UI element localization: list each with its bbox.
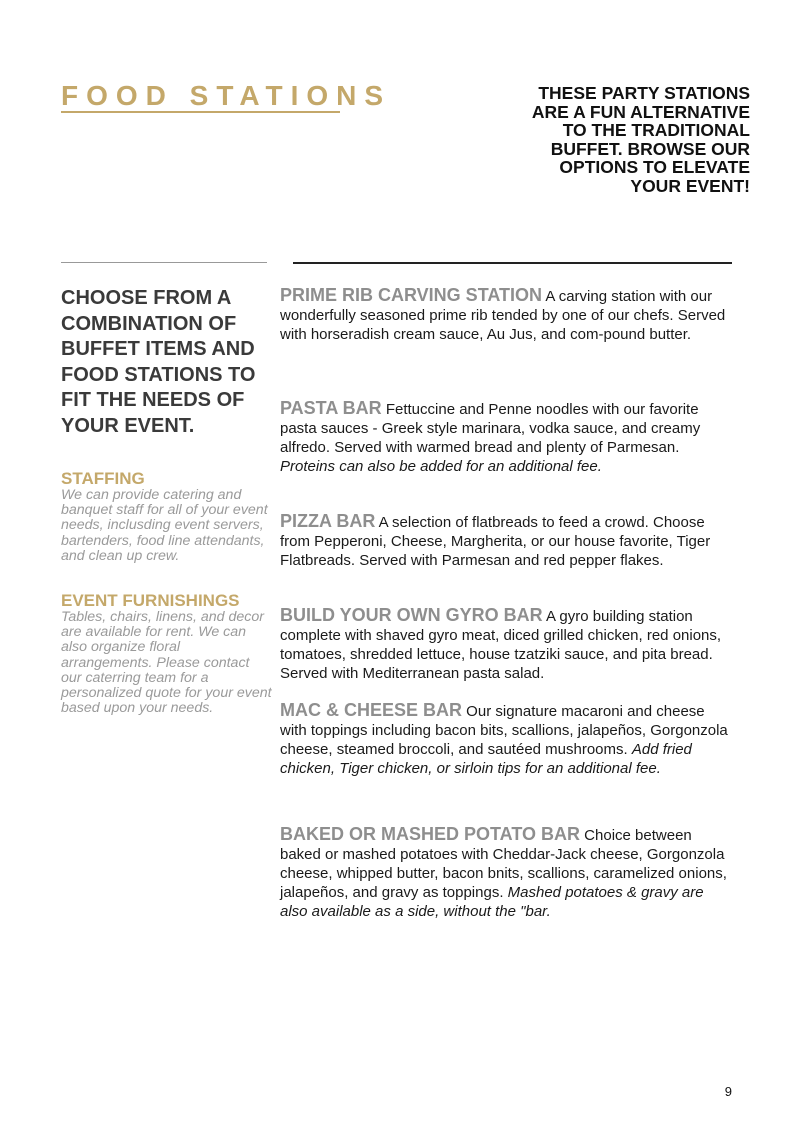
station-prime-rib [280,286,732,344]
right-divider [293,262,732,264]
station-name: MAC & CHEESE BAR [280,700,463,720]
station-name: BAKED OR MASHED POTATO BAR [280,824,581,844]
staffing-heading: STAFFING [61,469,145,488]
station-description: A gyro building station complete with shaved gyro meat, diced grilled chicken, red onions, tomatoes, shredded lettuce, house tzatziki sauce, and pita bread. Served with Mediterranean pasta salad. [280,608,722,682]
station-pizza-bar [280,512,732,570]
station-description: A selection of flatbreads to feed a crowd. Choose from Pepperoni, Cheese, Margherita, or our house favorite, Tiger Flatbreads. Served with Parmesan and red pepper flakes. [280,514,711,569]
left-divider [61,262,267,263]
station-gyro-bar [280,606,732,683]
station-note: Add fried chicken, Tiger chicken, or sirloin tips for an additional fee. [280,741,692,777]
station-name: PASTA BAR [280,398,382,418]
station-name: PRIME RIB CARVING STATION [280,285,543,305]
station-potato-bar [280,825,732,921]
page-number: 9 [724,1084,732,1099]
furnishings-heading: EVENT FURNISHINGS [61,591,240,610]
tagline: THESE PARTY STATIONS ARE A FUN ALTERNATIVE TO THE TRADITIONAL BUFFET. BROWSE OUR OPTIONS TO ELEVATE YOUR EVENT! [531,83,750,196]
station-mac-cheese-bar [280,701,732,778]
station-pasta-bar [280,399,732,476]
station-note: Proteins can also be added for an additional fee. [280,458,602,475]
staffing-section [61,470,273,564]
station-name: PIZZA BAR [280,511,376,531]
furnishings-section [61,592,273,716]
station-note: Mashed potatoes & gravy are also available as a side, without the "bar. [280,884,704,920]
title-underline [61,111,340,113]
sidebar-lead: CHOOSE FROM A COMBINATION OF BUFFET ITEMS AND FOOD STATIONS TO FIT THE NEEDS OF YOUR EVENT. [61,287,256,437]
sidebar [61,286,273,717]
station-description: Our signature macaroni and cheese with toppings including bacon bits, scallions, jalapeños, Gorgonzola cheese, steamed broccoli, and sautéed mushrooms. [280,703,728,758]
station-description: Choice between baked or mashed potatoes with Cheddar-Jack cheese, Gorgonzola cheese, whipped butter, bacon bnits, scallions, caramelized onions, jalapeños, and gravy as toppings. [280,827,727,901]
page-title: FOOD STATIONS [61,80,392,111]
station-description: Fettuccine and Penne noodles with our favorite pasta sauces - Greek style marinara, vodka sauce, and creamy alfredo. Served with warmed bread and plenty of Parmesan. [280,401,701,456]
station-description: A carving station with our wonderfully seasoned prime rib tended by one of our chefs. Served with horseradish cream sauce, Au Jus, and com-pound butter. [280,288,726,343]
furnishings-text: Tables, chairs, linens, and decor are available for rent. We can also organize floral arrangements. Please contact our caterring team for a personalized quote for your event based upon your needs. [61,609,272,717]
station-name: BUILD YOUR OWN GYRO BAR [280,605,543,625]
staffing-text: We can provide catering and banquet staff for all of your event needs, inclusding event servers, bartenders, food line attendants, and clean up crew. [61,487,268,564]
